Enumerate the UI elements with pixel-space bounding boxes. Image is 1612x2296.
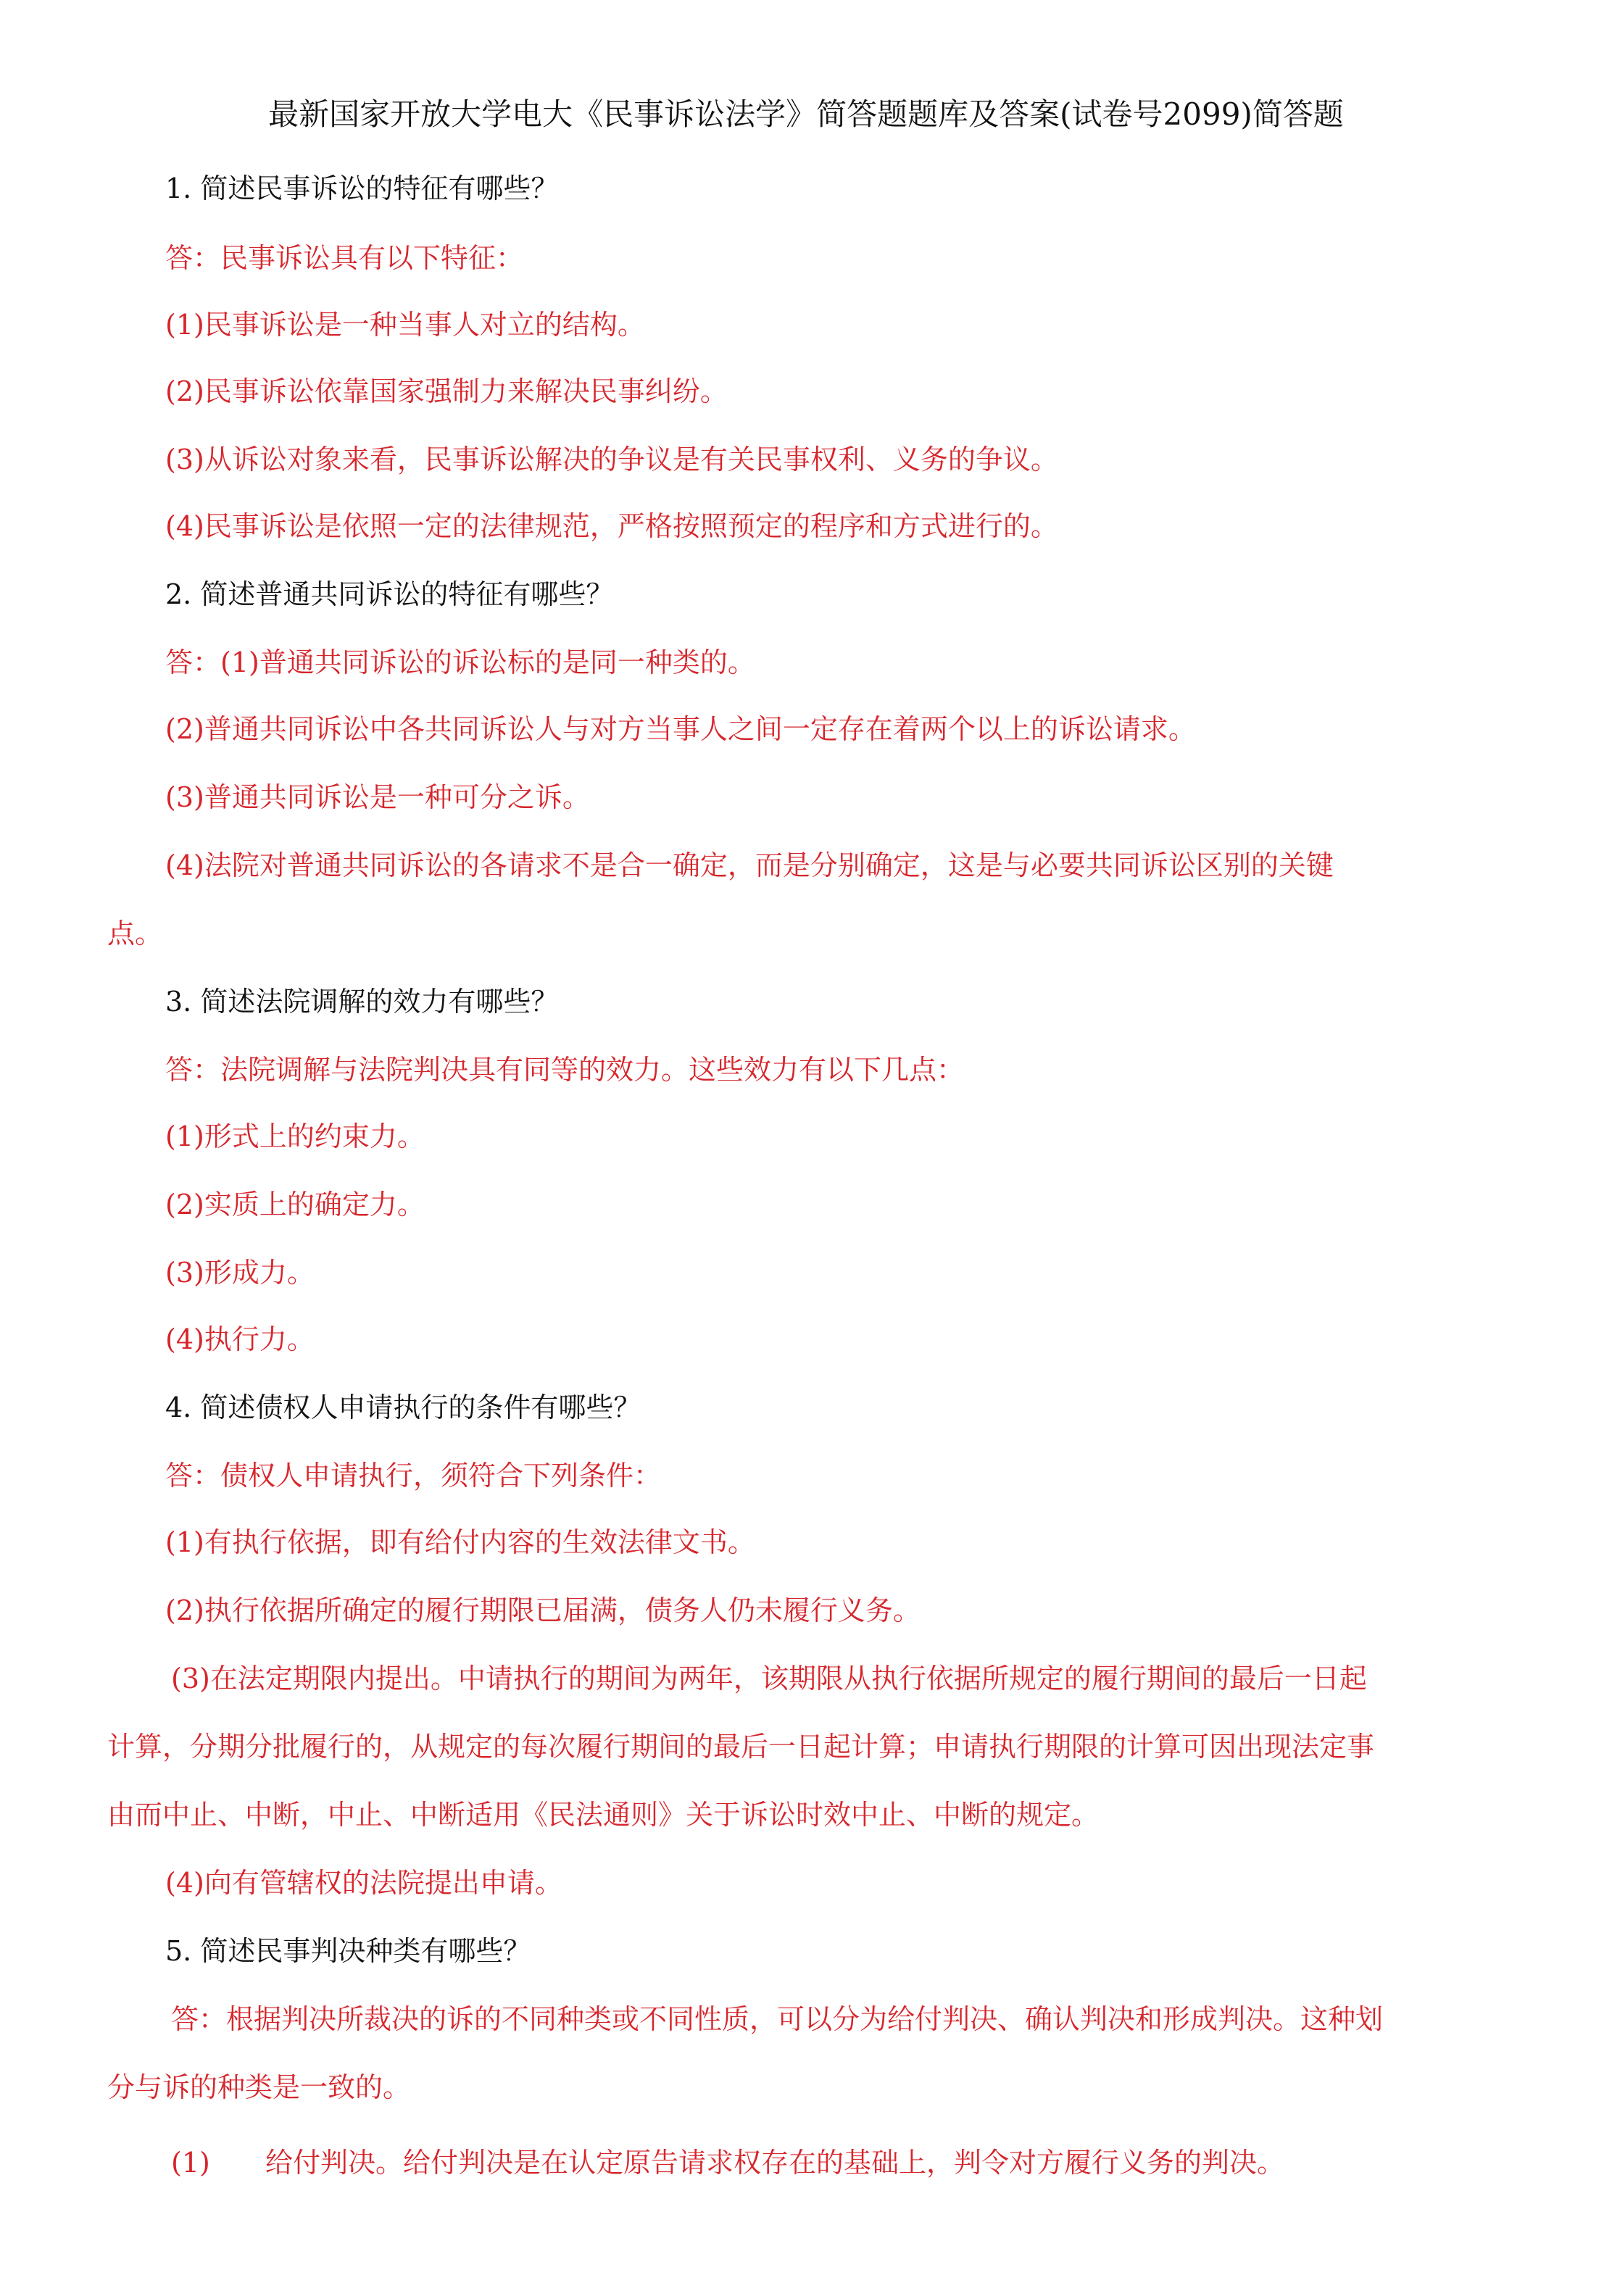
answer-4-line-1: 答：债权人申请执行，须符合下列条件： — [165, 1460, 662, 1492]
answer-2-line-3: (3)普通共同诉讼是一种可分之诉。 — [165, 781, 590, 813]
answer-4-line-7: (4)向有管辖权的法院提出申请。 — [165, 1867, 562, 1899]
document-title: 最新国家开放大学电大《民事诉讼法学》简答题题库及答案(试卷号2099)简答题 — [268, 96, 1344, 132]
item-number: (1) — [171, 2147, 210, 2179]
answer-1-line-2: (1)民事诉讼是一种当事人对立的结构。 — [165, 309, 645, 341]
answer-1-line-4: (3)从诉讼对象来看，民事诉讼解决的争议是有关民事权利、义务的争议。 — [165, 444, 1058, 475]
answer-2-line-1: 答：(1)普通共同诉讼的诉讼标的是同一种类的。 — [165, 646, 755, 678]
question-1: 1. 简述民事诉讼的特征有哪些？ — [165, 172, 559, 204]
answer-4-line-2: (1)有执行依据，即有给付内容的生效法律文书。 — [165, 1526, 755, 1558]
answer-4-line-4: (3)在法定期限内提出。中请执行的期间为两年，该期限从执行依据所规定的履行期间的最后一日起 — [171, 1663, 1367, 1694]
item-text: 给付判决。给付判决是在认定原告请求权存在的基础上，判令对方履行义务的判决。 — [265, 2147, 1285, 2179]
answer-5-line-2: 分与诉的种类是一致的。 — [107, 2071, 411, 2103]
answer-2-line-2: (2)普通共同诉讼中各共同诉讼人与对方当事人之间一定存在着两个以上的诉讼请求。 — [165, 713, 1196, 745]
answer-4-line-6: 由而中止、中断，中止、中断适用《民法通则》关于诉讼时效中止、中断的规定。 — [107, 1799, 1100, 1831]
answer-3-line-1: 答：法院调解与法院判决具有同等的效力。这些效力有以下几点： — [165, 1054, 965, 1086]
answer-4-line-5: 计算，分期分批履行的，从规定的每次履行期间的最后一日起计算；申请执行期限的计算可因出现法定事 — [107, 1731, 1375, 1763]
answer-4-line-3: (2)执行依据所确定的履行期限已届满，债务人仍未履行义务。 — [165, 1594, 921, 1626]
question-5: 5. 简述民事判决种类有哪些？ — [165, 1935, 531, 1967]
answer-2-line-4: (4)法院对普通共同诉讼的各请求不是合一确定，而是分别确定，这是与必要共同诉讼区别的关键 — [165, 849, 1334, 881]
question-2: 2. 简述普通共同诉讼的特征有哪些？ — [165, 578, 614, 610]
answer-3-line-3: (2)实质上的确定力。 — [165, 1189, 425, 1220]
answer-1-line-3: (2)民事诉讼依靠国家强制力来解决民事纠纷。 — [165, 375, 728, 407]
answer-3-line-2: (1)形式上的约束力。 — [165, 1120, 425, 1152]
question-3: 3. 简述法院调解的效力有哪些？ — [165, 986, 559, 1018]
answer-3-line-4: (3)形成力。 — [165, 1257, 315, 1289]
question-4: 4. 简述债权人申请执行的条件有哪些？ — [165, 1392, 641, 1423]
answer-2-line-5: 点。 — [107, 918, 163, 949]
answer-1-line-1: 答：民事诉讼具有以下特征： — [165, 242, 524, 274]
answer-5-item-1 — [171, 2142, 1284, 2183]
answer-1-line-5: (4)民事诉讼是依照一定的法律规范，严格按照预定的程序和方式进行的。 — [165, 510, 1058, 542]
answer-3-line-5: (4)执行力。 — [165, 1323, 315, 1355]
answer-5-line-1: 答：根据判决所裁决的诉的不同种类或不同性质，可以分为给付判决、确认判决和形成判决。这种划 — [171, 2003, 1384, 2035]
